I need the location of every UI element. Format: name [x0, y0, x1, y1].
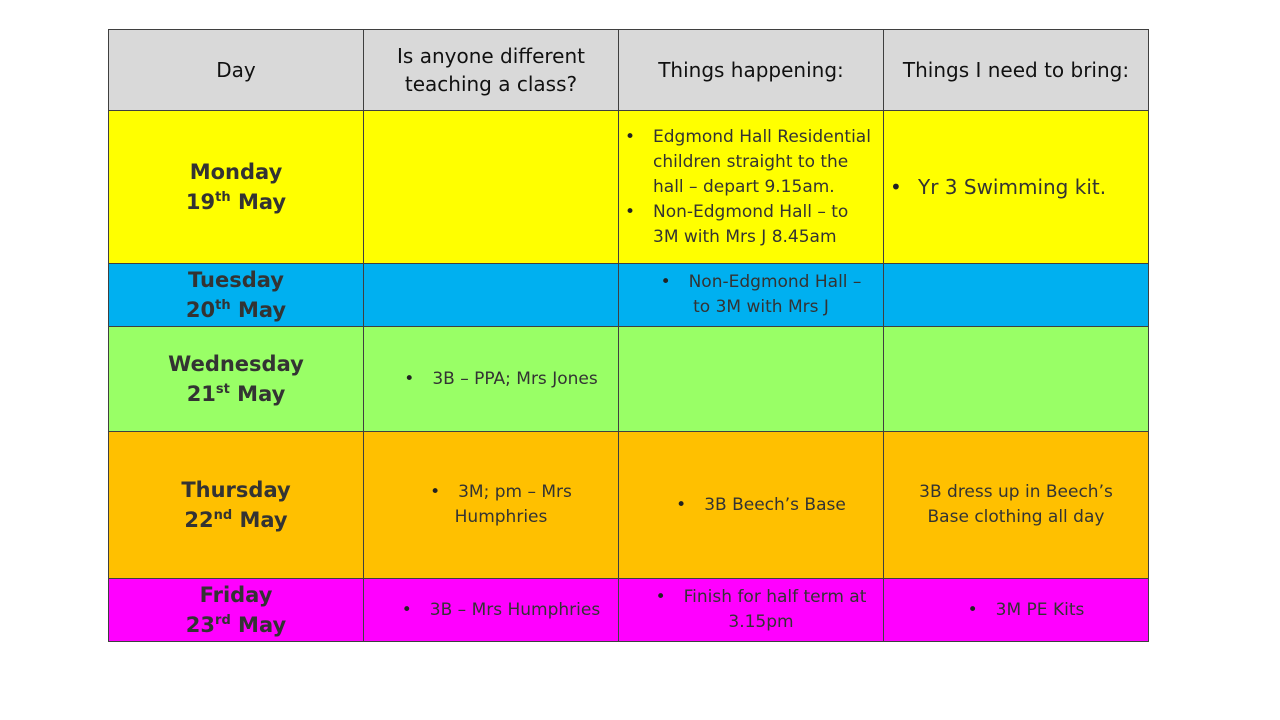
day-date: 19th May — [185, 190, 287, 214]
header-row — [109, 30, 1149, 111]
teaching-cell-wednesday — [364, 327, 619, 432]
teaching-cell-friday — [364, 579, 619, 642]
list-item: • 3M; pm – Mrs Humphries — [398, 480, 604, 530]
bring-text: 3B dress up in Beech’s Base clothing all day — [919, 482, 1113, 527]
row-tuesday — [109, 264, 1149, 327]
bring-cell-wednesday — [884, 327, 1149, 432]
day-name: Thursday — [181, 478, 291, 502]
list-item: • 3B Beech’s Base — [653, 493, 869, 518]
row-thursday — [109, 432, 1149, 579]
day-cell-thursday — [109, 432, 364, 579]
row-friday — [109, 579, 1149, 642]
happening-cell-monday — [619, 111, 884, 264]
teaching-cell-monday — [364, 111, 619, 264]
list-item: • Yr 3 Swimming kit. — [918, 175, 1144, 200]
day-name: Tuesday — [188, 268, 284, 292]
weekly-schedule-table — [108, 29, 1149, 642]
list-item: • 3M PE Kits — [918, 598, 1134, 623]
happening-cell-thursday — [619, 432, 884, 579]
row-wednesday — [109, 327, 1149, 432]
happening-cell-tuesday — [619, 264, 884, 327]
list-item: • Finish for half term at 3.15pm — [653, 585, 869, 635]
teaching-cell-thursday — [364, 432, 619, 579]
list-item: • Non-Edgmond Hall – to 3M with Mrs J 8.45am — [653, 200, 879, 250]
header-bring: Things I need to bring: — [884, 30, 1149, 111]
day-cell-friday — [109, 579, 364, 642]
row-monday — [109, 111, 1149, 264]
bring-cell-monday — [884, 111, 1149, 264]
happening-cell-friday — [619, 579, 884, 642]
day-name: Monday — [189, 160, 283, 184]
bring-cell-tuesday — [884, 264, 1149, 327]
day-cell-monday — [109, 111, 364, 264]
day-name: Friday — [199, 583, 273, 607]
header-teaching: Is anyone different teaching a class? — [364, 30, 619, 111]
day-date: 23rd May — [185, 613, 287, 637]
list-item: • 3B – PPA; Mrs Jones — [398, 367, 604, 392]
teaching-cell-tuesday — [364, 264, 619, 327]
header-happening: Things happening: — [619, 30, 884, 111]
happening-cell-wednesday — [619, 327, 884, 432]
list-item: • Edgmond Hall Residential children straight to the hall – depart 9.15am. — [653, 125, 879, 200]
list-item: • Non-Edgmond Hall – to 3M with Mrs J — [653, 270, 869, 320]
day-cell-wednesday — [109, 327, 364, 432]
header-day: Day — [109, 30, 364, 111]
day-date: 21st May — [186, 382, 286, 406]
day-date: 20th May — [185, 298, 287, 322]
list-item: • 3B – Mrs Humphries — [398, 598, 604, 623]
day-date: 22nd May — [184, 508, 288, 532]
bring-cell-thursday — [884, 432, 1149, 579]
day-name: Wednesday — [168, 352, 304, 376]
bring-cell-friday — [884, 579, 1149, 642]
day-cell-tuesday — [109, 264, 364, 327]
